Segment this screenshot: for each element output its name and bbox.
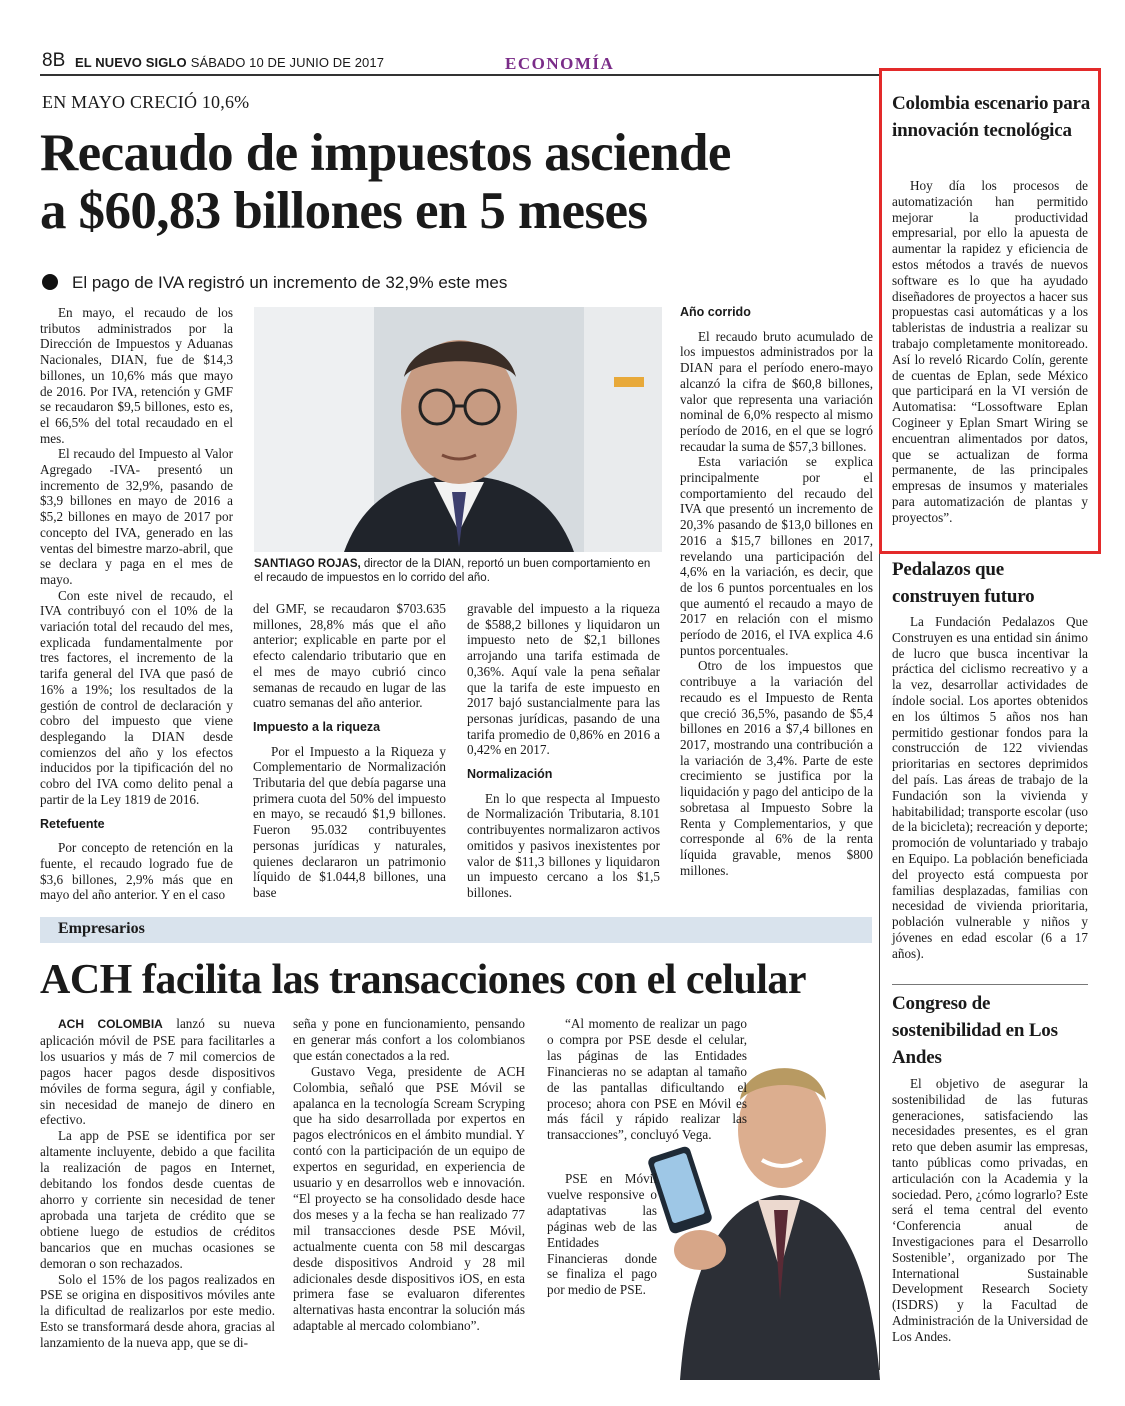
paragraph: PSE en Móvil vuelve responsive o adaptativas las páginas web de las Entidades Financieras donde se finaliza el pago por medio de PSE. <box>547 1171 657 1298</box>
caption-name: SANTIAGO ROJAS, <box>254 558 361 570</box>
article-column-3 <box>467 601 660 901</box>
subhead-retefuente: Retefuente <box>40 816 105 831</box>
paragraph: La Fundación Pedalazos Que Construyen es una entidad sin ánimo de lucro que busca incentivar la práctica del ciclismo recreativo y a la vez, desarrollar actividades de índole social. Los aportes obtenidos en los últimos 5 años nos han permitido gestionar fondos para la construcción de 122 viviendas prioritarias en sectores deprimidos del país. Las áreas de trabajo de la Fundación son la vivienda y habitabilidad; transporte escolar (uso de la bicicleta); recreación y deporte; promoción de voluntariado y trabajo en Equipo. La población beneficiada del proyecto está compuesta por familias desplazadas, familias con necesidad de vivienda prioritaria, población vulnerable y niños y jóvenes en edad escolar (6 a 17 años). <box>892 614 1088 961</box>
page-number: 8B <box>42 50 66 71</box>
sidebar-title-pedalazos: Pedalazos que construyen futuro <box>892 559 1035 607</box>
sidebar-body-pedalazos <box>892 614 1088 962</box>
paragraph: En lo que respecta al Impuesto de Normalización Tributaria, 8.101 contribuyentes normalizaron activos omitidos y pasivos inexistentes por valor de $11,3 billones y liquidaron un impuesto cercano a los $1,5 billones. <box>467 790 660 900</box>
section-label: ECONOMÍA <box>505 54 615 73</box>
ach-column-2 <box>293 1016 525 1334</box>
article-column-4 <box>680 305 873 878</box>
ach-headline: ACH facilita las transacciones con el celular <box>40 957 807 1003</box>
article-column-2 <box>253 601 446 901</box>
paragraph: “Al momento de realizar un pago o compra por PSE desde el celular, las páginas de las Entidades Financieras no se adaptan al tamaño de las pantallas dificultando el proceso; ahora con PSE en Móvil es más fácil y rápido realizar las transacciones”, concluyó Vega. <box>547 1016 747 1143</box>
ach-column-3 <box>547 1016 747 1143</box>
paragraph <box>40 1016 275 1128</box>
section-bar-empresarios: Empresarios <box>40 917 872 943</box>
article-kicker: EN MAYO CRECIÓ 10,6% <box>42 92 250 112</box>
paragraph: Por el Impuesto a la Riqueza y Complementario de Normalización Tributaria del que debía pagarse una primera cuota del 50% del impuesto en mayo, se recaudó $1,9 billones. Fueron 95.032 contribuyentes personas jurídicas y naturales, quienes declararon un patrimonio líquido de $1.044,8 billones, una base <box>253 743 446 900</box>
paragraph: Gustavo Vega, presidente de ACH Colombia, señaló que PSE Móvil se apalanca en la tecnología Scream Scryping que ha sido desarrollada por expertos en pagos electrónicos en el ámbito mundial. Y contó con la participación de un equipo de expertos en seguridad, en experiencia de usuario y en desarrollos web e innovación. “El proyecto se ha consolidado desde hace dos meses y a la fecha se han realizado 77 mil transacciones desde PSE Móvil, actualmente cuenta con 58 mil descargas desde dispositivos Android y 28 mil adicionales desde dispositivos iOS, en esta primera fase se evaluaron diferentes alternativas hasta encontrar la solución más adaptable al mercado colombiano”. <box>293 1063 525 1334</box>
headline-line-1: Recaudo de impuestos asciende <box>40 124 731 182</box>
subhead-ano-corrido: Año corrido <box>680 305 751 319</box>
article-subheadline <box>42 273 507 293</box>
lead-text: lanzó su nueva aplicación móvil de PSE para facilitarles a los usuarios y más de 7 mil comercios de pagos hacer pagos desde dispositivos móviles de forma segura, ágil y confiable, sin necesidad de manejo de dinero en efectivo. <box>40 1016 275 1128</box>
paragraph: El recaudo bruto acumulado de los impuestos administrados por la DIAN para el período enero-mayo alcanzó la cifra de $60,8 billones, valor que representa una variación nominal de 6,0% respecto al mismo período de 2016, en el que se logró recaudar la suma de $57,3 billones. <box>680 328 873 454</box>
paragraph: El recaudo del Impuesto al Valor Agregado -IVA- presentó un incremento de 32,9%, pasando de $3,9 billones en mayo de 2016 a $5,2 billones en mayo de 2017 por concepto del IVA, generado en las ventas del bimestre marzo-abril, que se declara y paga en el mes de mayo. <box>40 446 233 587</box>
photo-caption <box>254 557 662 585</box>
portrait-illustration <box>254 307 662 552</box>
caption-text: director de la DIAN, reportó un buen comportamiento en el recaudo de impuestos en lo corrido del año. <box>254 558 651 584</box>
sidebar-body-innovacion <box>892 178 1088 526</box>
subhead-riqueza: Impuesto a la riqueza <box>253 719 381 734</box>
issue-date: SÁBADO 10 DE JUNIO DE 2017 <box>190 55 385 70</box>
headline-line-2: a $60,83 billones en 5 meses <box>40 182 648 240</box>
subheadline-text: El pago de IVA registró un incremento de 32,9% este mes <box>72 273 508 292</box>
header-rule <box>40 74 880 76</box>
paragraph: seña y pone en funcionamiento, pensando en generar más confort a los colombianos que están conectados a la red. <box>293 1016 525 1063</box>
article-column-1 <box>40 305 233 903</box>
newspaper-name: EL NUEVO SIGLO <box>75 55 187 70</box>
paragraph: gravable del impuesto a la riqueza de $588,2 billones y liquidaron un impuesto neto de $2,1 billones arrojando una tarifa estimada de 0,36%. Aquí vale la pena señalar que la tarifa de este impuesto en 2017 bajó sustancialmente para las personas jurídicas, pasando de una tarifa promedio de 0,86% en 2016 a 0,42% en 2017. <box>467 601 660 758</box>
article-headline <box>40 124 880 240</box>
paragraph: Solo el 15% de los pagos realizados en PSE se origina en dispositivos móviles ante la dificultad de realizarlos por este medio. Esto se transformará desde ahora, gracias al lanzamiento de la nueva app, que se di- <box>40 1271 275 1351</box>
sidebar-title-innovacion: Colombia escenario para innovación tecnológica <box>892 93 1091 141</box>
paragraph: Hoy día los procesos de automatización han permitido mejorar la productividad empresarial, por ello la apuesta de aumentar la rapidez y eficiencia de estos métodos a través de nuevos software es lo que ha ayudado diseñadores de proyectos a hacer sus propuestas casi automáticas y a los tableristas de industria a realizar su trabajo completamente monitoreado. Así lo reveló Ricardo Colín, gerente de cuentas de Eplan, sede México que participará en la VI versión de Automatisa: “Lossoftware Eplan Cogineer y Eplan Smart Wiring se encuentran alimentados por datos, que se actualizan de forma permanente, de las principales empresas de insumos y materiales para automatización de plantas y proyectos”. <box>892 178 1088 525</box>
lead-company: ACH COLOMBIA <box>58 1017 163 1031</box>
ach-column-1 <box>40 1016 275 1351</box>
paragraph: Esta variación se explica principalmente por el comportamiento del recaudo del IVA que presentó un incremento de 20,3% pasando de $13,0 billones en 2016 a $15,7 billones en 2017, revelando una participación del 4,6% en la variación, es decir, que de los 6 puntos porcentuales en los que aumentó el recaudo a mayo de 2017 en relación con el mismo período de 2016, el IVA explica 4.6 puntos porcentuales. <box>680 454 873 658</box>
sidebar-title-congreso: Congreso de sostenibilidad en Los Andes <box>892 993 1058 1068</box>
sidebar-body-congreso <box>892 1076 1088 1345</box>
paragraph: En mayo, el recaudo de los tributos administrados por la Dirección de Impuestos y Aduanas Nacionales, DIAN, fue de $14,3 billones, un 10,6% más que mayo de 2016. Por IVA, retención y GMF se recaudaron $9,5 billones, esto es, el 66,5% del total recaudado en el mes. <box>40 305 233 446</box>
sidebar-separator <box>892 984 1088 985</box>
paragraph: Otro de los impuestos que contribuye a la variación del recaudo es el Impuesto de Renta que creció 36,5%, pasando de $5,4 billones en 2016 a $7,4 billones en 2017, mostrando una contribución a la variación de 3,4%. Parte de este crecimiento se justifica por la liquidación y pago del anticipo de la sobretasa al Impuesto Sobre la Renta y Complementarios, y que corresponde al 6% de la renta líquida gravable, menos $800 millones. <box>680 658 873 878</box>
subhead-normalizacion: Normalización <box>467 767 553 782</box>
paragraph: La app de PSE se identifica por ser altamente incluyente, debido a que facilita la realización de pagos en Internet, debitando los fondos desde cuentas de ahorro y corriente sin necesidad de tener aprobada una tarjeta de crédito que se obtiene luego de estudios de créditos bancarios que en muchas ocasiones se demoran o son rechazados. <box>40 1128 275 1271</box>
masthead <box>75 55 384 70</box>
bullet-icon <box>42 274 58 290</box>
paragraph: del GMF, se recaudaron $703.635 millones, 28,8% más que el año anterior; explicable en parte por el efecto calendario tributario que en el mes de mayo cubrió cinco semanas de recaudo en lugar de las cuatro semanas del año anterior. <box>253 601 446 711</box>
director-photo <box>254 307 662 552</box>
paragraph: El objetivo de asegurar la sostenibilidad de las futuras generaciones, satisfaciendo las necesidades presentes, es el gran reto que deben asumir las empresas, tanto públicas como privadas, en articulación con la Academia y la sociedad. Pero, ¿cómo lograrlo? Este será el tema central del evento ‘Conferencia anual de Investigaciones para el Desarrollo Sostenible’, organizado por The International Sustainable Development Research Society (ISDRS) y la Facultad de Administración de la Universidad de Los Andes. <box>892 1076 1088 1344</box>
paragraph: Por concepto de retención en la fuente, el recaudo logrado fue de $3,6 billones, 2,9% más que en mayo del año anterior. Y en el caso <box>40 840 233 903</box>
ach-column-3-continued <box>547 1171 657 1298</box>
paragraph: Con este nivel de recaudo, el IVA contribuyó con el 10% de la variación total del recaudo del mes, explicada fundamentalmente por tres factores, el incremento de la tarifa general del IVA que pasó de 16% a 19%; los resultados de la gestión de control de declaración y cobro del impuesto que viene desplegando la DIAN desde comienzos del año y los efectos inducidos por la tipificación del no cobro del IVA como delito penal a partir de la Ley 1819 de 2016. <box>40 587 233 807</box>
